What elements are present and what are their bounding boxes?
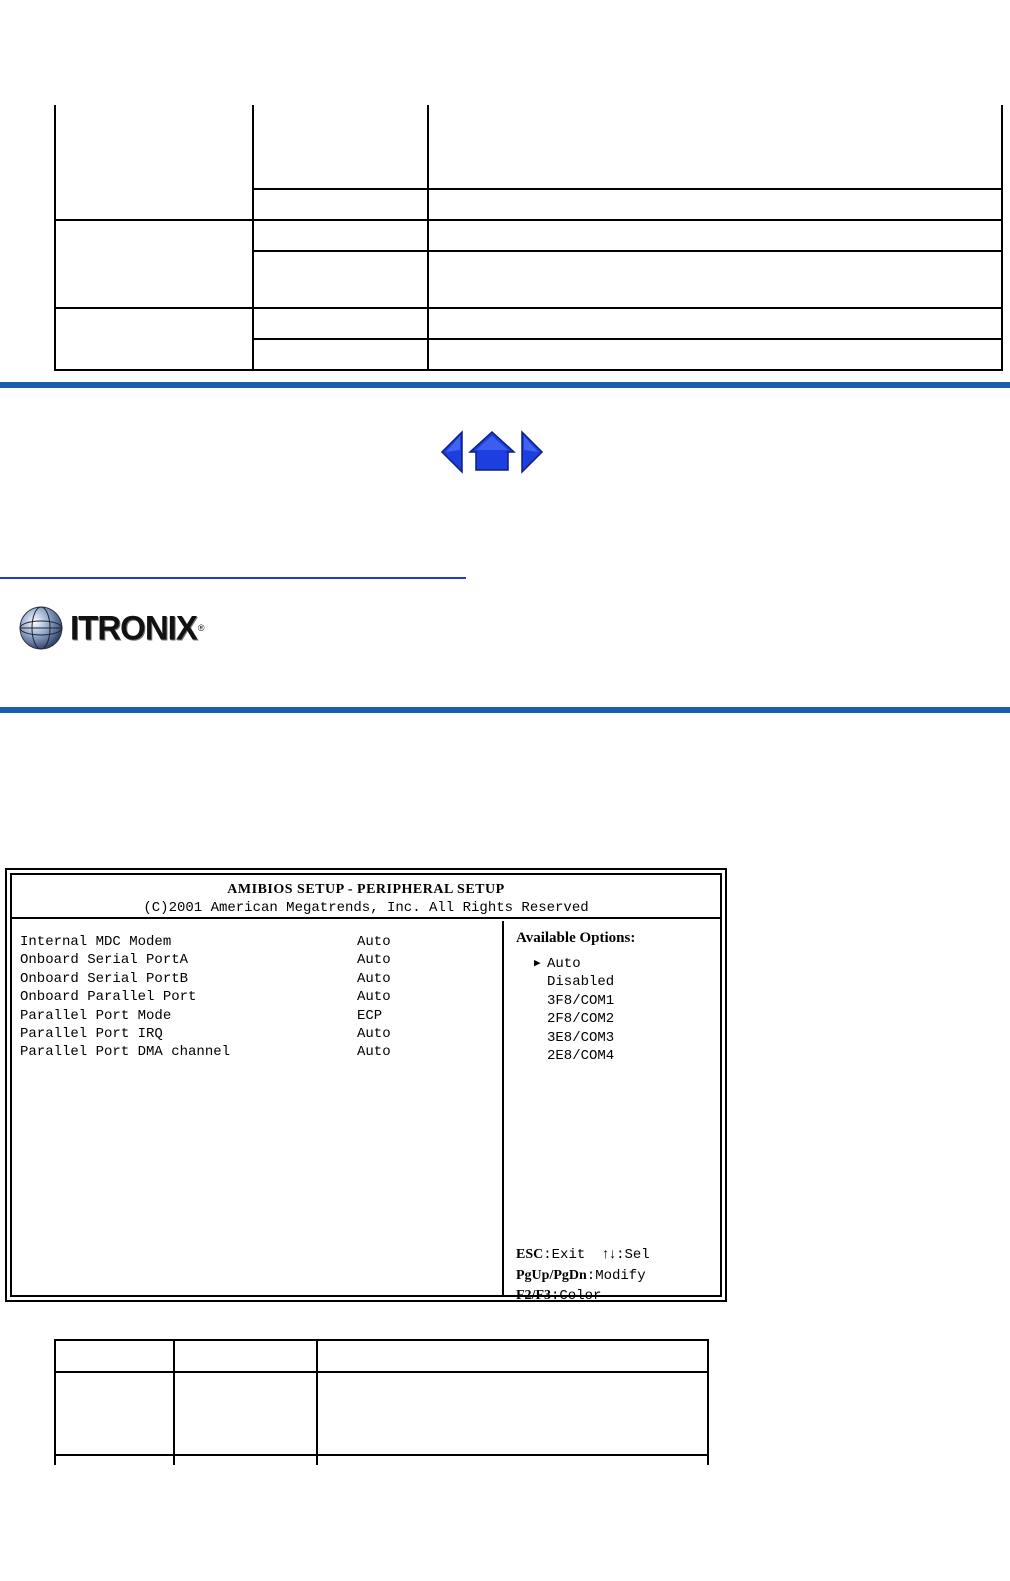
setting-name: Parallel Port Mode [20, 1007, 172, 1024]
table-cell [428, 339, 1002, 370]
setting-value: Auto [357, 989, 391, 1006]
home-icon[interactable] [468, 430, 516, 474]
section-divider-top [0, 382, 1010, 388]
globe-icon [18, 605, 64, 651]
key-hint: F2/F3:Color [516, 1288, 602, 1304]
table-cell [174, 1455, 317, 1465]
table-cell [428, 308, 1002, 339]
bios-header [12, 875, 720, 919]
option-label: 2F8/COM2 [547, 1011, 615, 1028]
bios-setting-row[interactable] [20, 970, 500, 988]
setting-name: Parallel Port IRQ [20, 1025, 163, 1042]
bios-setting-row[interactable] [20, 1007, 500, 1025]
option-item[interactable] [516, 1010, 726, 1028]
top-settings-table [54, 105, 1003, 371]
bios-setup-screenshot [5, 868, 727, 1302]
available-options-title: Available Options: [516, 930, 636, 946]
table-cell [253, 105, 428, 189]
option-label: 3F8/COM1 [547, 992, 615, 1009]
table-cell [55, 1340, 174, 1372]
table-cell [428, 251, 1002, 308]
table-cell [253, 339, 428, 370]
table-cell [428, 220, 1002, 251]
key-action: Exit [551, 1247, 586, 1263]
setting-name: Onboard Parallel Port [20, 989, 197, 1006]
bios-setting-row[interactable] [20, 933, 500, 951]
table-cell [55, 1455, 174, 1465]
setting-value: Auto [357, 970, 391, 987]
available-options-panel [516, 930, 726, 1065]
table-cell [428, 105, 1002, 189]
bios-copyright: (C)2001 American Megatrends, Inc. All Rights Reserved [143, 900, 589, 916]
key-name: PgUp/PgDn [516, 1267, 587, 1283]
page-navigation [440, 430, 544, 474]
table-cell [55, 1372, 174, 1455]
setting-value: Auto [357, 1044, 391, 1061]
key-hint: PgUp/PgDn:Modify [516, 1267, 646, 1284]
table-cell [428, 189, 1002, 220]
bios-title: AMIBIOS SETUP - PERIPHERAL SETUP [227, 882, 505, 897]
key-hint: ESC:Exit ↑↓:Sel [516, 1247, 650, 1263]
option-label: 3E8/COM3 [547, 1029, 615, 1046]
next-page-arrow-icon[interactable] [520, 430, 544, 474]
key-name: F2/F3 [516, 1288, 551, 1303]
table-cell [253, 189, 428, 220]
itronix-logo [18, 605, 204, 651]
bios-setting-row[interactable] [20, 1025, 500, 1043]
table-cell [253, 251, 428, 308]
key-action: Color [559, 1288, 602, 1304]
table-cell [55, 105, 253, 220]
setting-value: Auto [357, 952, 391, 969]
table-cell [317, 1340, 708, 1372]
selection-arrow-icon: ▶ [534, 958, 541, 970]
setting-value: Auto [357, 1025, 391, 1042]
table-cell [253, 308, 428, 339]
bios-setting-row[interactable] [20, 1043, 500, 1061]
option-item[interactable] [516, 973, 726, 991]
option-item[interactable] [516, 992, 726, 1010]
table-cell [317, 1455, 708, 1465]
setting-name: Internal MDC Modem [20, 934, 172, 950]
section-divider-bottom [0, 707, 1010, 713]
option-label: 2E8/COM4 [547, 1047, 615, 1064]
option-label: Auto [547, 956, 581, 972]
table-cell [55, 220, 253, 308]
setting-name: Onboard Serial PortB [20, 970, 189, 987]
key-action: Modify [595, 1267, 646, 1284]
setting-name: Parallel Port DMA channel [20, 1044, 231, 1061]
option-item-selected[interactable] [516, 955, 726, 973]
key-name: ESC [516, 1247, 544, 1262]
table-cell [174, 1340, 317, 1372]
bios-setting-row[interactable] [20, 988, 500, 1006]
option-label: Disabled [547, 974, 615, 991]
previous-page-arrow-icon[interactable] [440, 430, 464, 474]
key-name: ↑↓ [602, 1247, 617, 1262]
setting-value: ECP [357, 1007, 383, 1024]
registered-mark: ® [197, 623, 205, 633]
bios-panel-divider [502, 921, 504, 1295]
setting-name: Onboard Serial PortA [20, 952, 189, 969]
bios-key-legend [516, 1245, 650, 1307]
bios-settings-list [20, 933, 500, 1062]
table-cell [55, 308, 253, 370]
bios-setting-row[interactable] [20, 951, 500, 969]
setting-value: Auto [357, 934, 391, 950]
logo-wordmark: ITRONIX [70, 608, 197, 647]
option-item[interactable] [516, 1047, 726, 1065]
table-cell [174, 1372, 317, 1455]
table-cell [317, 1372, 708, 1455]
key-action: Sel [624, 1247, 650, 1263]
link-underline[interactable] [0, 577, 466, 579]
bottom-settings-table [54, 1339, 709, 1465]
option-item[interactable] [516, 1029, 726, 1047]
table-cell [253, 220, 428, 251]
